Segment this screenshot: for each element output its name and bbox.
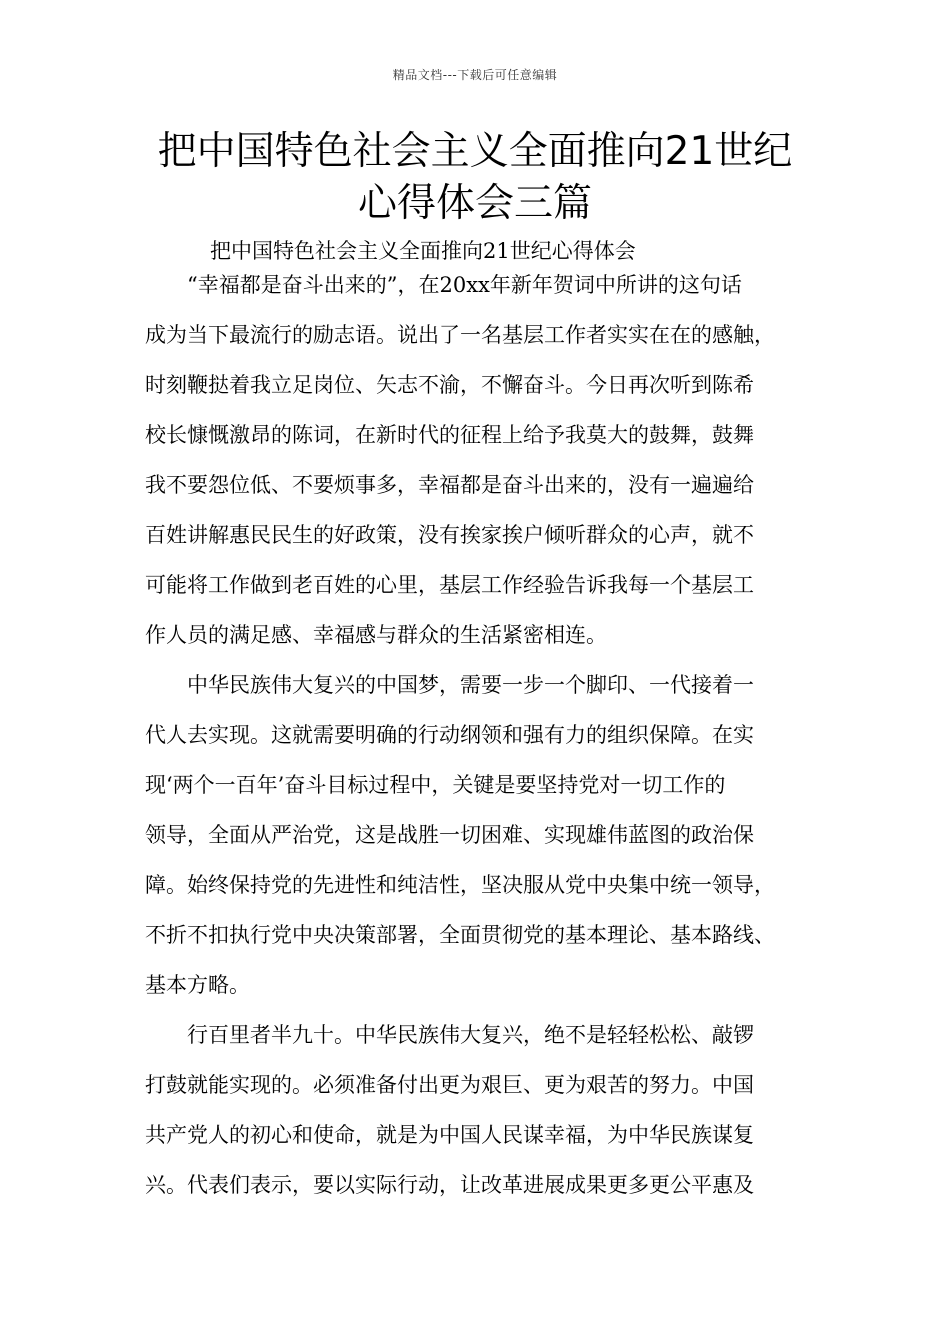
paragraph-3 bbox=[145, 1010, 835, 1210]
title-line: 把中国特色社会主义全面推向21世纪 bbox=[157, 129, 793, 174]
paragraph-line: 可能将工作做到老百姓的心里，基层工作经验告诉我每一个基层工 bbox=[145, 573, 754, 597]
paragraph-line: 现‘两个一百年’奋斗目标过程中，关键是要坚持党对一切工作的 bbox=[145, 773, 726, 797]
paragraph-line: 成为当下最流行的励志语。说出了一名基层工作者实实在在的感触， bbox=[145, 323, 775, 347]
paragraph-line: 基本方略。 bbox=[145, 973, 250, 997]
paragraph-2 bbox=[145, 660, 835, 1010]
paragraph-line: 兴。代表们表示，要以实际行动，让改革进展成果更多更公平惠及 bbox=[145, 1173, 754, 1197]
paragraph-line: 作人员的满足感、幸福感与群众的生活紧密相连。 bbox=[145, 623, 607, 647]
paragraph-line: 百姓讲解惠民民生的好政策，没有挨家挨户倾听群众的心声，就不 bbox=[145, 523, 754, 547]
paragraph-line: 行百里者半九十。中华民族伟大复兴，绝不是轻轻松松、敲锣 bbox=[187, 1023, 754, 1047]
title-line: 心得体会三篇 bbox=[357, 181, 592, 226]
paragraph-line: 校长慷慨激昂的陈词，在新时代的征程上给予我莫大的鼓舞，鼓舞 bbox=[145, 423, 754, 447]
header-note: 精品文档---下载后可任意编辑 bbox=[392, 68, 558, 82]
paragraph-line: 时刻鞭挞着我立足岗位、矢志不渝，不懈奋斗。今日再次听到陈希 bbox=[145, 373, 754, 397]
document-title bbox=[145, 126, 805, 230]
paragraph-line: 共产党人的初心和使命，就是为中国人民谋幸福，为中华民族谋复 bbox=[145, 1123, 754, 1147]
document-subtitle: 把中国特色社会主义全面推向21世纪心得体会 bbox=[210, 239, 636, 263]
paragraph-line: 打鼓就能实现的。必须准备付出更为艰巨、更为艰苦的努力。中国 bbox=[145, 1073, 754, 1097]
document-body bbox=[145, 260, 835, 1210]
paragraph-line: 代人去实现。这就需要明确的行动纲领和强有力的组织保障。在实 bbox=[145, 723, 754, 747]
paragraph-line: 我不要怨位低、不要烦事多，幸福都是奋斗出来的，没有一遍遍给 bbox=[145, 473, 754, 497]
paragraph-line: 障。始终保持党的先进性和纯洁性，坚决服从党中央集中统一领导， bbox=[145, 873, 775, 897]
paragraph-line: 中华民族伟大复兴的中国梦，需要一步一个脚印、一代接着一 bbox=[187, 673, 754, 697]
paragraph-line: “幸福都是奋斗出来的”，在20xx年新年贺词中所讲的这句话 bbox=[187, 273, 742, 297]
paragraph-line: 领导，全面从严治党，这是战胜一切困难、实现雄伟蓝图的政治保 bbox=[145, 823, 754, 847]
paragraph-1 bbox=[145, 260, 835, 660]
paragraph-line: 不折不扣执行党中央决策部署，全面贯彻党的基本理论、基本路线、 bbox=[145, 923, 775, 947]
